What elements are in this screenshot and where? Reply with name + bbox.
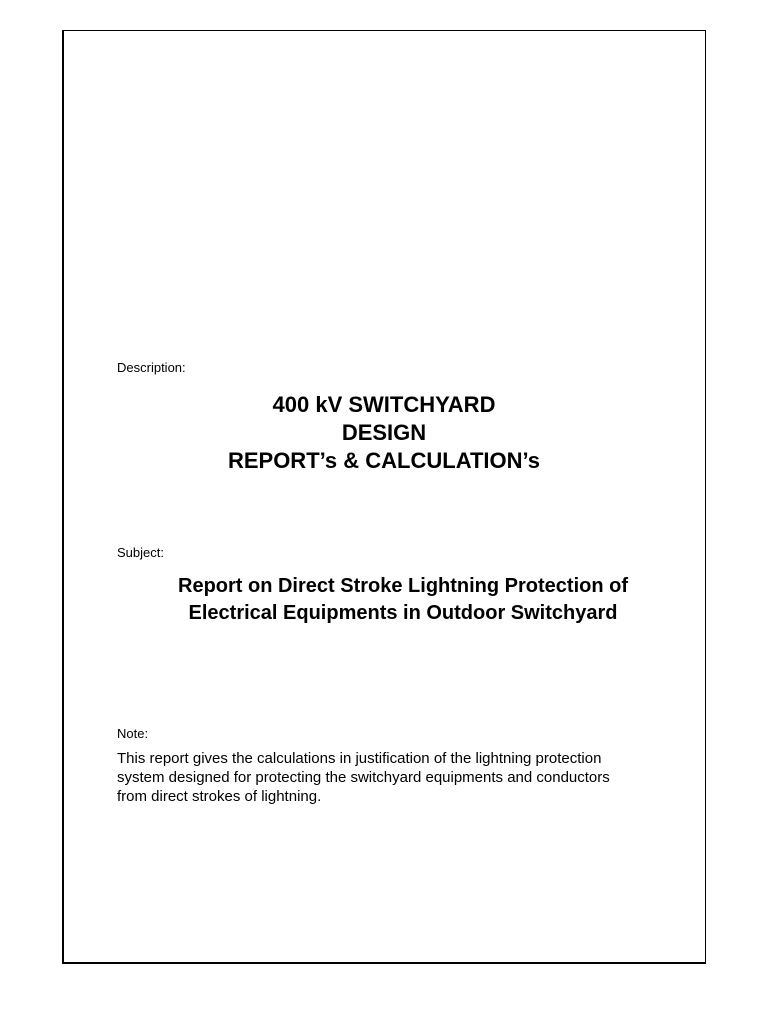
main-title [62, 391, 706, 475]
main-title-line: DESIGN [341, 420, 427, 445]
subject-label: Subject: [117, 545, 164, 560]
main-title-line: 400 kV SWITCHYARD [272, 392, 496, 417]
description-label: Description: [117, 360, 186, 375]
note-text [117, 749, 677, 806]
note-line: system designed for protecting the switchyard equipments and conductors [117, 769, 610, 786]
page-border [62, 30, 706, 964]
note-line: This report gives the calculations in justification of the lightning protection [117, 750, 602, 767]
note-label: Note: [117, 726, 149, 741]
subject-title-line: Electrical Equipments in Outdoor Switchyard [188, 602, 618, 624]
main-title-line: REPORT’s & CALCULATION’s [227, 448, 541, 473]
subject-title [62, 573, 744, 627]
subject-title-line: Report on Direct Stroke Lightning Protection of [178, 575, 628, 597]
note-line: from direct strokes of lightning. [117, 788, 322, 805]
